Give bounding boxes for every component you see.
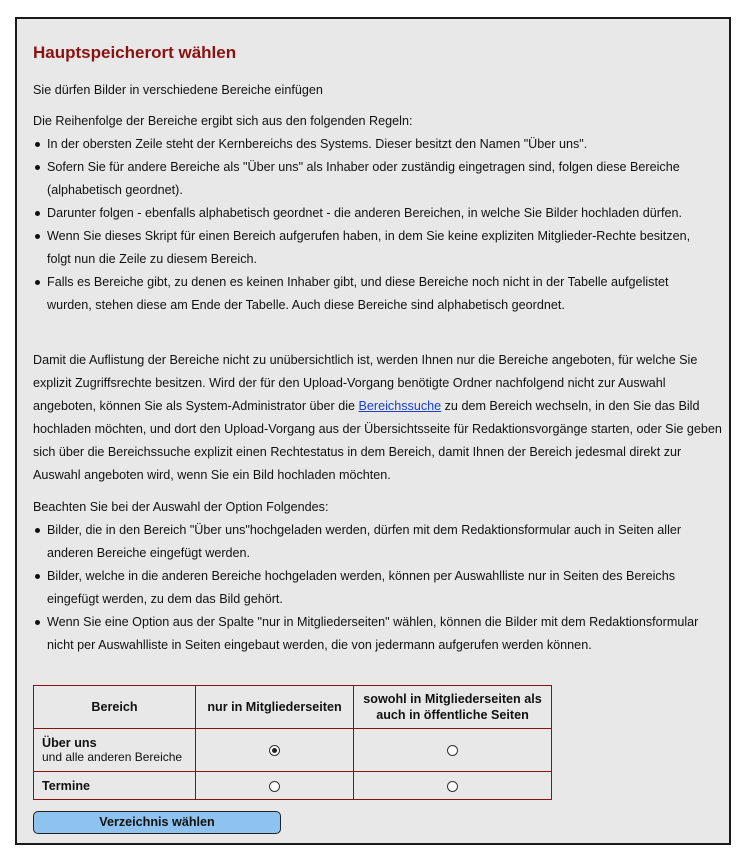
- row-subtitle: und alle anderen Bereiche: [42, 750, 183, 764]
- choose-directory-button[interactable]: Verzeichnis wählen: [33, 811, 281, 834]
- members-only-cell: [196, 729, 354, 772]
- note-item: Bilder, die in den Bereich "Über uns"hochgeladen werden, dürfen mit dem Redaktionsformular auch in Seiten aller anderen Bereiche eingefügt werden.: [33, 519, 713, 565]
- rule-item: Wenn Sie dieses Skript für einen Bereich aufgerufen haben, in dem Sie keine expliziten Mitglieder-Rechte besitzen, folgt nun die Zeile zu diesem Bereich.: [33, 225, 713, 271]
- radio-termine-public[interactable]: [447, 781, 458, 792]
- note-item: Wenn Sie eine Option aus der Spalte "nur in Mitgliederseiten" wählen, können die Bilder mit dem Redaktionsformular nicht per Auswahlliste in Seiten eingebaut werden, die von jedermann aufgerufen werden können.: [33, 611, 713, 657]
- rule-item: In der obersten Zeile steht der Kernbereichs des Systems. Dieser besitzt den Namen "Über uns".: [33, 133, 713, 156]
- row-name: Über uns: [42, 736, 97, 750]
- intro-text: Sie dürfen Bilder in verschiedene Bereiche einfügen: [33, 83, 323, 97]
- rules-heading: Die Reihenfolge der Bereiche ergibt sich aus den folgenden Regeln:: [33, 114, 413, 128]
- row-label-cell: [34, 729, 196, 772]
- table-row: [34, 729, 552, 772]
- row-label-cell: [34, 772, 196, 800]
- members-and-public-cell: [354, 772, 552, 800]
- rule-item: Sofern Sie für andere Bereiche als "Über uns" als Inhaber oder zuständig eingetragen sind, folgen diese Bereiche (alphabetisch geordnet).: [33, 156, 713, 202]
- location-table: [33, 685, 552, 800]
- bereichssuche-link[interactable]: Bereichssuche: [358, 399, 442, 413]
- notes-list: [33, 519, 713, 657]
- main-panel: [15, 17, 731, 845]
- header-bereich: Bereich: [34, 686, 196, 729]
- table-row: [34, 772, 552, 800]
- info-paragraph: [33, 349, 723, 487]
- header-members-and-public: sowohl in Mitgliederseiten als auch in öffentliche Seiten: [354, 686, 552, 729]
- rules-list: [33, 133, 713, 317]
- row-name: Termine: [42, 778, 91, 793]
- rule-item: Falls es Bereiche gibt, zu denen es keinen Inhaber gibt, und diese Bereiche noch nicht in der Tabelle aufgelistet wurden, stehen diese am Ende der Tabelle. Auch diese Bereiche sind alphabetisch geordnet.: [33, 271, 713, 317]
- radio-termine-members-only[interactable]: [269, 781, 280, 792]
- info-text-2: zu dem Bereich wechseln, in den Sie das Bild hochladen möchten, und dort den Upload-Vorgang aus der Übersichtsseite für Redaktionsvorgänge starten, oder Sie geben sich über die Bereichssuche explizit einen Rechtestatus in dem Bereich, damit Ihnen der Bereich jedesmal direkt zur Auswahl angeboten wird, wenn Sie ein Bild hochladen möchten.: [33, 399, 722, 482]
- header-members-only: nur in Mitgliederseiten: [196, 686, 354, 729]
- radio-ueber-uns-members-only[interactable]: [269, 745, 280, 756]
- table-header-row: [34, 686, 552, 729]
- note-item: Bilder, welche in die anderen Bereiche hochgeladen werden, können per Auswahlliste nur in Seiten des Bereichs eingefügt werden, zu dem das Bild gehört.: [33, 565, 713, 611]
- members-only-cell: [196, 772, 354, 800]
- members-and-public-cell: [354, 729, 552, 772]
- rule-item: Darunter folgen - ebenfalls alphabetisch geordnet - die anderen Bereichen, in welche Sie Bilder hochladen dürfen.: [33, 202, 713, 225]
- page-title: Hauptspeicherort wählen: [33, 43, 237, 62]
- info-text-1: Damit die Auflistung der Bereiche nicht zu unübersichtlich ist, werden Ihnen nur die Bereiche angeboten, für welche Sie explizit Zugriffsrechte besitzen. Wird der für den Upload-Vorgang benötigte Ordner nachfolgend nicht zur Auswahl angeboten, können Sie als System-Administrator über die: [33, 353, 698, 413]
- notes-heading: Beachten Sie bei der Auswahl der Option Folgendes:: [33, 500, 329, 514]
- radio-ueber-uns-public[interactable]: [447, 745, 458, 756]
